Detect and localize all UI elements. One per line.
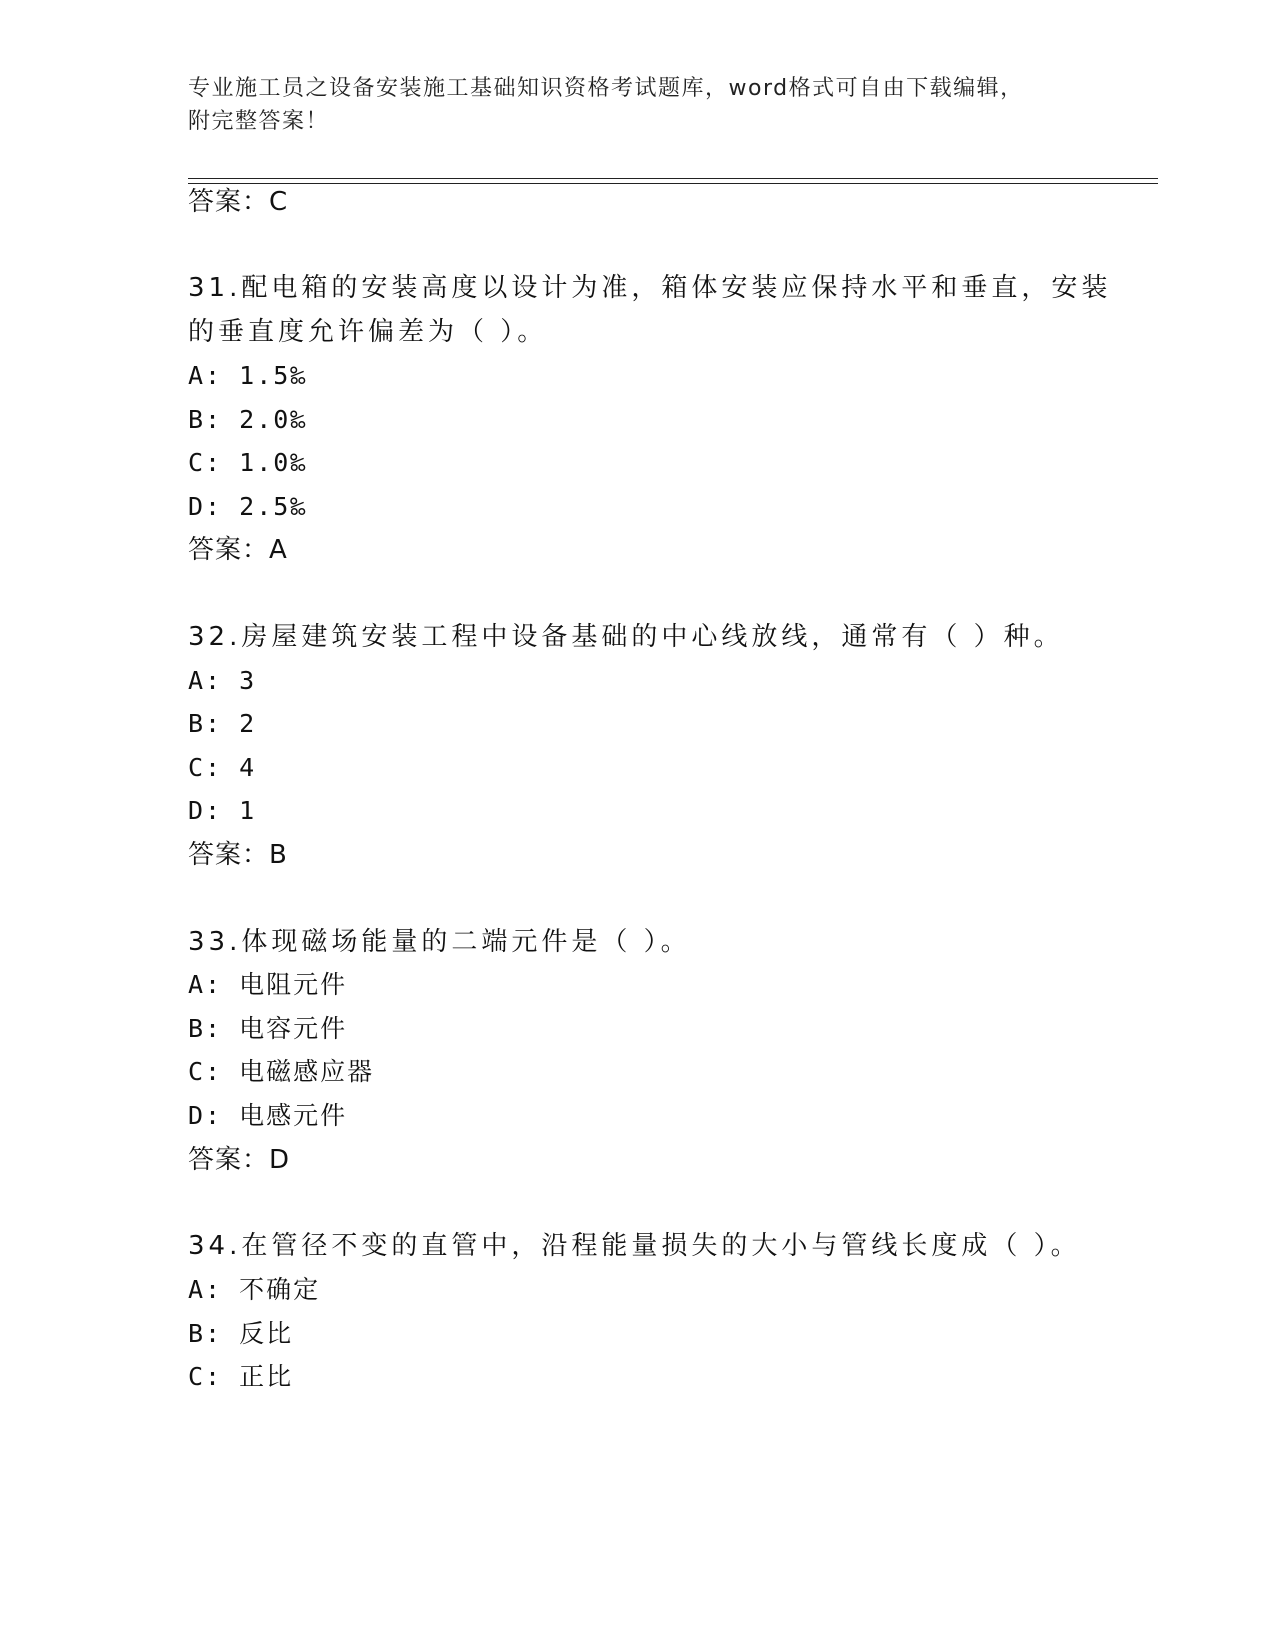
header-line-1: 专业施工员之设备安装施工基础知识资格考试题库，word格式可自由下载编辑， — [188, 76, 1024, 101]
question-33-option-d: D: 电感元件 — [188, 1101, 348, 1130]
question-31-answer: 答案：A — [188, 535, 288, 565]
question-31-option-c: C: 1.0‰ — [188, 448, 308, 477]
question-33-answer: 答案：D — [188, 1145, 291, 1175]
question-33-option-a: A: 电阻元件 — [188, 970, 348, 999]
document-header — [188, 72, 1088, 138]
question-32-answer: 答案：B — [188, 840, 288, 870]
question-31-text-line-2: 的垂直度允许偏差为（ ）。 — [188, 317, 548, 347]
question-33-option-b: B: 电容元件 — [188, 1014, 348, 1043]
question-33-option-c: C: 电磁感应器 — [188, 1057, 375, 1086]
question-32-option-a: A: 3 — [188, 666, 257, 695]
answer-30: 答案：C — [188, 187, 289, 217]
question-32-option-c: C: 4 — [188, 753, 257, 782]
question-34-text-line-1: 34.在管径不变的直管中，沿程能量损失的大小与管线长度成（ ）。 — [188, 1231, 1081, 1261]
question-31-option-a: A: 1.5‰ — [188, 361, 308, 390]
question-32-option-d: D: 1 — [188, 796, 257, 825]
question-32-option-b: B: 2 — [188, 709, 257, 738]
question-31-option-b: B: 2.0‰ — [188, 405, 308, 434]
question-31-text-line-1: 31.配电箱的安装高度以设计为准，箱体安装应保持水平和垂直，安装 — [188, 273, 1112, 303]
question-33-text-line-1: 33.体现磁场能量的二端元件是（ ）。 — [188, 927, 691, 957]
question-34-option-a: A: 不确定 — [188, 1275, 321, 1304]
question-32-text-line-1: 32.房屋建筑安装工程中设备基础的中心线放线，通常有（ ）种。 — [188, 622, 1064, 652]
question-34-option-c: C: 正比 — [188, 1362, 294, 1391]
header-line-2: 附完整答案！ — [188, 109, 330, 134]
question-34-option-b: B: 反比 — [188, 1319, 294, 1348]
question-31-option-d: D: 2.5‰ — [188, 492, 308, 521]
header-divider-top — [188, 178, 1158, 179]
header-divider-bottom — [188, 183, 1158, 184]
